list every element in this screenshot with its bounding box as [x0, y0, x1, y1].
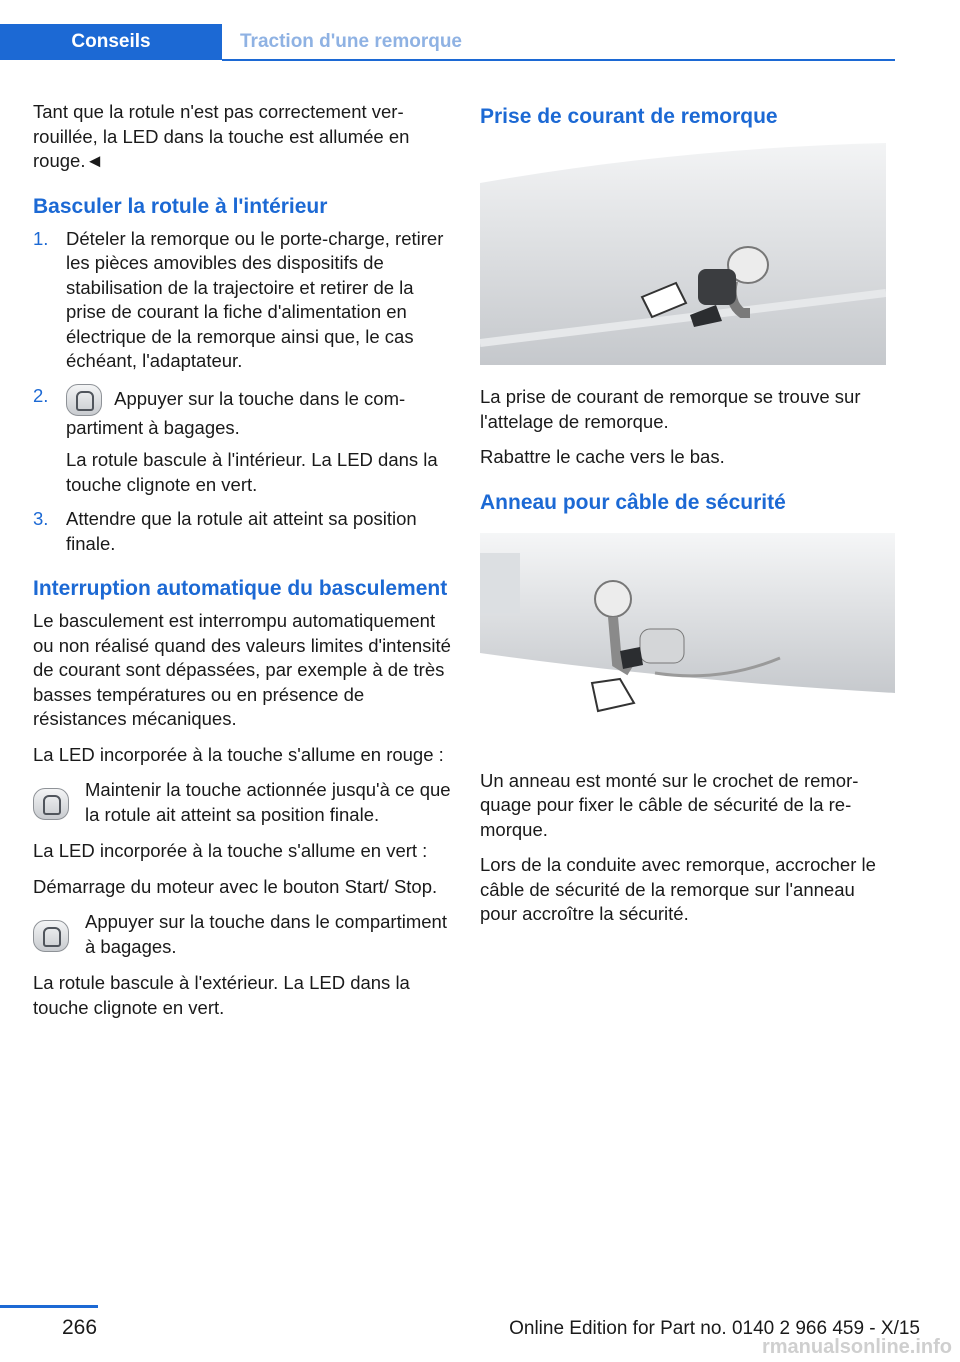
page-header [0, 24, 895, 62]
step-number: 1. [33, 227, 49, 249]
icon-note-press [33, 910, 451, 960]
step-subtext: La rotule bascule à l'intérieur. La LED dans la touche clignote en vert. [66, 449, 438, 495]
icon-note-text: Maintenir la touche actionnée jusqu'à ce que la rotule ait atteint sa position finale. [85, 779, 451, 825]
trailer-socket-illustration [480, 143, 886, 365]
watermark: rmanualsonline.info [761, 1336, 952, 1358]
tow-hitch-button-icon [33, 920, 69, 952]
left-column [33, 100, 451, 1031]
socket-cover-paragraph: Rabattre le cache vers le bas. [480, 446, 725, 467]
step-text: Appuyer sur la touche dans le compartiment à bagages. [66, 387, 406, 438]
step-text: Attendre que la rotule ait atteint sa position finale. [66, 508, 417, 554]
step-number: 3. [33, 508, 49, 529]
swing-out-paragraph: La rotule bascule à l'extérieur. La LED dans la touche clignote en vert. [33, 972, 410, 1018]
right-column [480, 100, 896, 938]
header-rule [222, 59, 895, 61]
tow-hitch-button-icon [33, 788, 69, 820]
interruption-paragraph: Le basculement est interrompu automatiquement ou non réalisé quand des valeurs limites d'intensité de courant sont dépassées, par exemple à de très basses températures ou en présence de résistances mécaniques. [33, 610, 451, 729]
engine-start-paragraph: Démarrage du moteur avec le bouton Start/ Stop. [33, 875, 438, 897]
intro-paragraph: Tant que la rotule n'est pas correctement verrouillée, la LED dans la touche est allumée en rouge.◄ [33, 101, 410, 171]
icon-note-hold [33, 778, 451, 828]
section-heading-interruption: Interruption automatique du basculement [33, 577, 448, 600]
socket-location-paragraph: La prise de courant de remorque se trouve sur l'attelage de remorque. [480, 386, 861, 432]
edition-info: Online Edition for Part no. 0140 2 966 459 - X/15 [509, 1318, 920, 1339]
page-number: 266 [62, 1316, 98, 1339]
ring-mount-paragraph: Un anneau est monté sur le crochet de remorquage pour fixer le câble de sécurité de la remorque. [480, 769, 859, 840]
step-number: 2. [33, 384, 49, 406]
tow-hitch-button-icon [66, 384, 102, 416]
steps-list [33, 227, 451, 557]
step-3 [33, 507, 451, 556]
footer-rule [0, 1305, 98, 1308]
section-heading-anneau: Anneau pour câble de sécurité [480, 490, 786, 514]
ring-usage-paragraph: Lors de la conduite avec remorque, accrocher le câble de sécurité de la remorque sur l'anneau pour accroître la sécurité. [480, 854, 876, 924]
topic-tab: Traction d'une remorque [240, 31, 462, 52]
led-green-paragraph: La LED incorporée à la touche s'allume en vert : [33, 840, 428, 861]
step-1 [33, 227, 451, 374]
section-tab: Conseils [0, 24, 222, 60]
safety-cable-ring-illustration [480, 533, 895, 723]
section-heading-basculer: Basculer la rotule à l'intérieur [33, 194, 328, 218]
led-red-paragraph: La LED incorporée à la touche s'allume en rouge : [33, 743, 444, 765]
step-2 [33, 384, 451, 498]
step-text: Dételer la remorque ou le porte-charge, retirer les pièces amovibles des dispositifs de stabilisation de la trajectoire et retirer de la prise de courant la fiche d'alimentation en électrique de la remorque ainsi que, le cas échéant, l'adaptateur. [66, 227, 444, 371]
icon-note-text: Appuyer sur la touche dans le compartiment à bagages. [85, 911, 447, 957]
section-heading-prise: Prise de courant de remorque [480, 105, 778, 128]
